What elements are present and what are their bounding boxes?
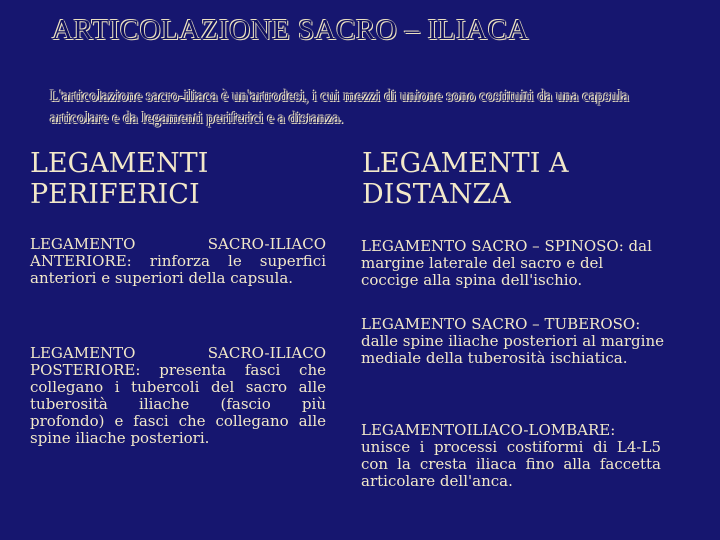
left-column-heading: LEGAMENTI PERIFERICI	[30, 148, 209, 210]
ligament-sacro-iliaco-posteriore: LEGAMENTO SACRO-ILIACO POSTERIORE: presenta fasci che collegano i tubercoli del sacro alle tuberosità iliache (fascio più profondo) e fasci che collegano alle spine iliache posteriori.	[30, 344, 326, 447]
ligament-sacro-spinoso: LEGAMENTO SACRO – SPINOSO: dal margine laterale del sacro e del coccige alla spina dell'ischio.	[361, 237, 652, 289]
ligament-sacro-iliaco-anteriore: LEGAMENTO SACRO-ILIACO ANTERIORE: rinforza le superfici anteriori e superiori della capsula.	[30, 235, 326, 287]
ligament-sacro-tuberoso: LEGAMENTO SACRO – TUBEROSO: dalle spine iliache posteriori al margine mediale della tuberosità ischiatica.	[361, 315, 664, 367]
intro-paragraph: L'articolazione sacro-iliaca è un'artrodesi, i cui mezzi di unione sono costituiti da una capsula articolare e da legamenti periferici e a distanza.	[50, 88, 629, 127]
right-column-heading: LEGAMENTI A DISTANZA	[362, 148, 569, 210]
slide-title: ARTICOLAZIONE SACRO – ILIACA	[52, 14, 530, 46]
ligament-iliaco-lombare: LEGAMENTOILIACO-LOMBARE: unisce i processi costiformi di L4-L5 con la cresta iliaca fino alla faccetta articolare dell'anca.	[361, 421, 661, 490]
